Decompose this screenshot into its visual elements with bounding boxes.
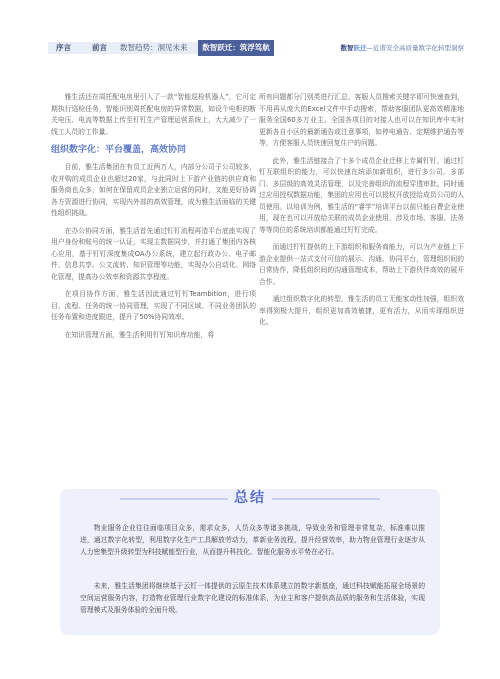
header-brand-2: 跃迁 (353, 44, 367, 52)
right-column (259, 92, 464, 335)
paragraph: 在项目协作方面，雅生活因此通过钉钉Teambition，进行项目、流程、任务的统一协同管理，实现了不同区域、不同业务团队的任务布置和进度跟进，提升了50%协同效率。 (51, 290, 256, 321)
paragraph: 雅生活还在周托配电房里引入了一款“智能巡检机器人”，它可定期执行巡检任务，智能识别周托配电房的异常数据，如设个电柜的断关电压、电流等数据上传至钉钉生产管理运营系统上，大大减少了一线工人员的工作量。 (51, 93, 256, 136)
summary-paragraph-2 (80, 580, 425, 616)
paragraph: 通过组织数字化的转型，雅生活的员工无能家动性加强，组织效率得到极大提升，组织更加高效敏捷，更有活力，从而实现组织进化。 (259, 295, 464, 326)
nav-item-preface[interactable]: 序言 (56, 43, 71, 52)
paragraph: 而通过钉钉提供的上下游组织和服务商能力，可以为产业链上下游企业提供一站式支付可信的展示、沟通、协同平台，管理组织间的日常协作，降低组织间的沟通管理成本，帮助上下游伙伴高效的展开合作。 (259, 243, 464, 286)
paragraph: 在知识管理方面，雅生活利用钉钉知识库功能，将 (64, 330, 215, 339)
nav-item-active[interactable]: 数智跃迁：筑浮笃航 (198, 40, 274, 56)
paragraph: 未来，雅生活集团将继续基于云钉一体提供的云原生技术体系建立的数字新基座，通过科技赋能拓展全场景的空间运营服务内容，打造物业管理行业数字化建设的标准体系，为业主和客户提供高品质的服务和生活体验，实现管理模式及服务体验的全面升级。 (80, 582, 425, 614)
paragraph: 目前，雅生活集团在有员工近两万人，内部分公司子公司较多，收并购的成员企业也超过20家，与此同时上下游产业链的供应商和服务商也众多，如何在保留成员企业独立运营的同时，又能更好协调各方资源进行协同，实现内外部的高效管理，成为雅生活面临的关键性组织挑战。 (51, 163, 256, 217)
paragraph: 物业服务企业往往面临项目众多，需求众多，人员众多等诸多挑战，导致业务和管理非常复杂，标准难以推进，通过数字化转型，利用数字化生产工具解放劳动力，革新业务流程，提升经营效率，助力物业管理行业逐步从人力密集型升级转型为科技赋能型行业，从而提升科技化、智能化服务水平势在必行。 (80, 524, 425, 556)
nav-item-foreword[interactable]: 前言 (92, 43, 107, 52)
paragraph: 所有问题都分门别类进行汇总，客服人员搜索关键字即可快速查到，不用再从庞大的Excel文件中手动搜索，帮助客服团队更高效精准地服务全国60多万业主。全国各项目的对接人也可以在知识库中实时更新各自小区的最新通告或注意事项，如停电通告、定期维护通告等等，方便客服人员快速回复住户的问题。 (259, 93, 464, 147)
header-brand-1: 数智 (340, 44, 354, 52)
section-heading: 组织数字化：平台覆盖，高效协同 (51, 145, 187, 155)
summary-paragraph-1 (80, 522, 425, 558)
page-header (0, 40, 500, 56)
paragraph: 此外，雅生活链接合了十多个成员企业迁移上专属钉钉，通过钉钉互联组织的能力，可以快速在统添加新组织，进行多公司、多部门、多层级的高效灵活管理，以及完善组织的流程穿透审批。同时通过应用授权数据功能，集团的应用也可以授权开放授给成员公司的人员使用。以培训为例，雅生活的“睿学”培训平台以前只能自费企业使用，现在也可以开放给关联的成员企业使用，涉及市场、客服、法务等等岗位的系统培训都能通过钉钉完成。 (259, 156, 464, 234)
paragraph: 在办公协同方面，雅生活首先通过钉钉流程再造平台底座实现了用户身份和账号的统一认证，实现主数据同步，并打通了集团内各核心应用，基于钉钉深度集成OA办公系统，建立起行政办公、电子邮件、信息共享、公文流转、知识管理等功能，实现办公自动化、网络化管理，提高办公效率和资源共享程度。 (51, 226, 256, 281)
nav-item-trends[interactable]: 数智趋势：洞见未来 (120, 43, 188, 52)
summary-title: 总结 (234, 490, 266, 506)
header-report-title (341, 40, 465, 56)
header-subtitle: —近谐安全高质量数字化转型洞察 (366, 44, 464, 52)
left-column (51, 92, 256, 347)
